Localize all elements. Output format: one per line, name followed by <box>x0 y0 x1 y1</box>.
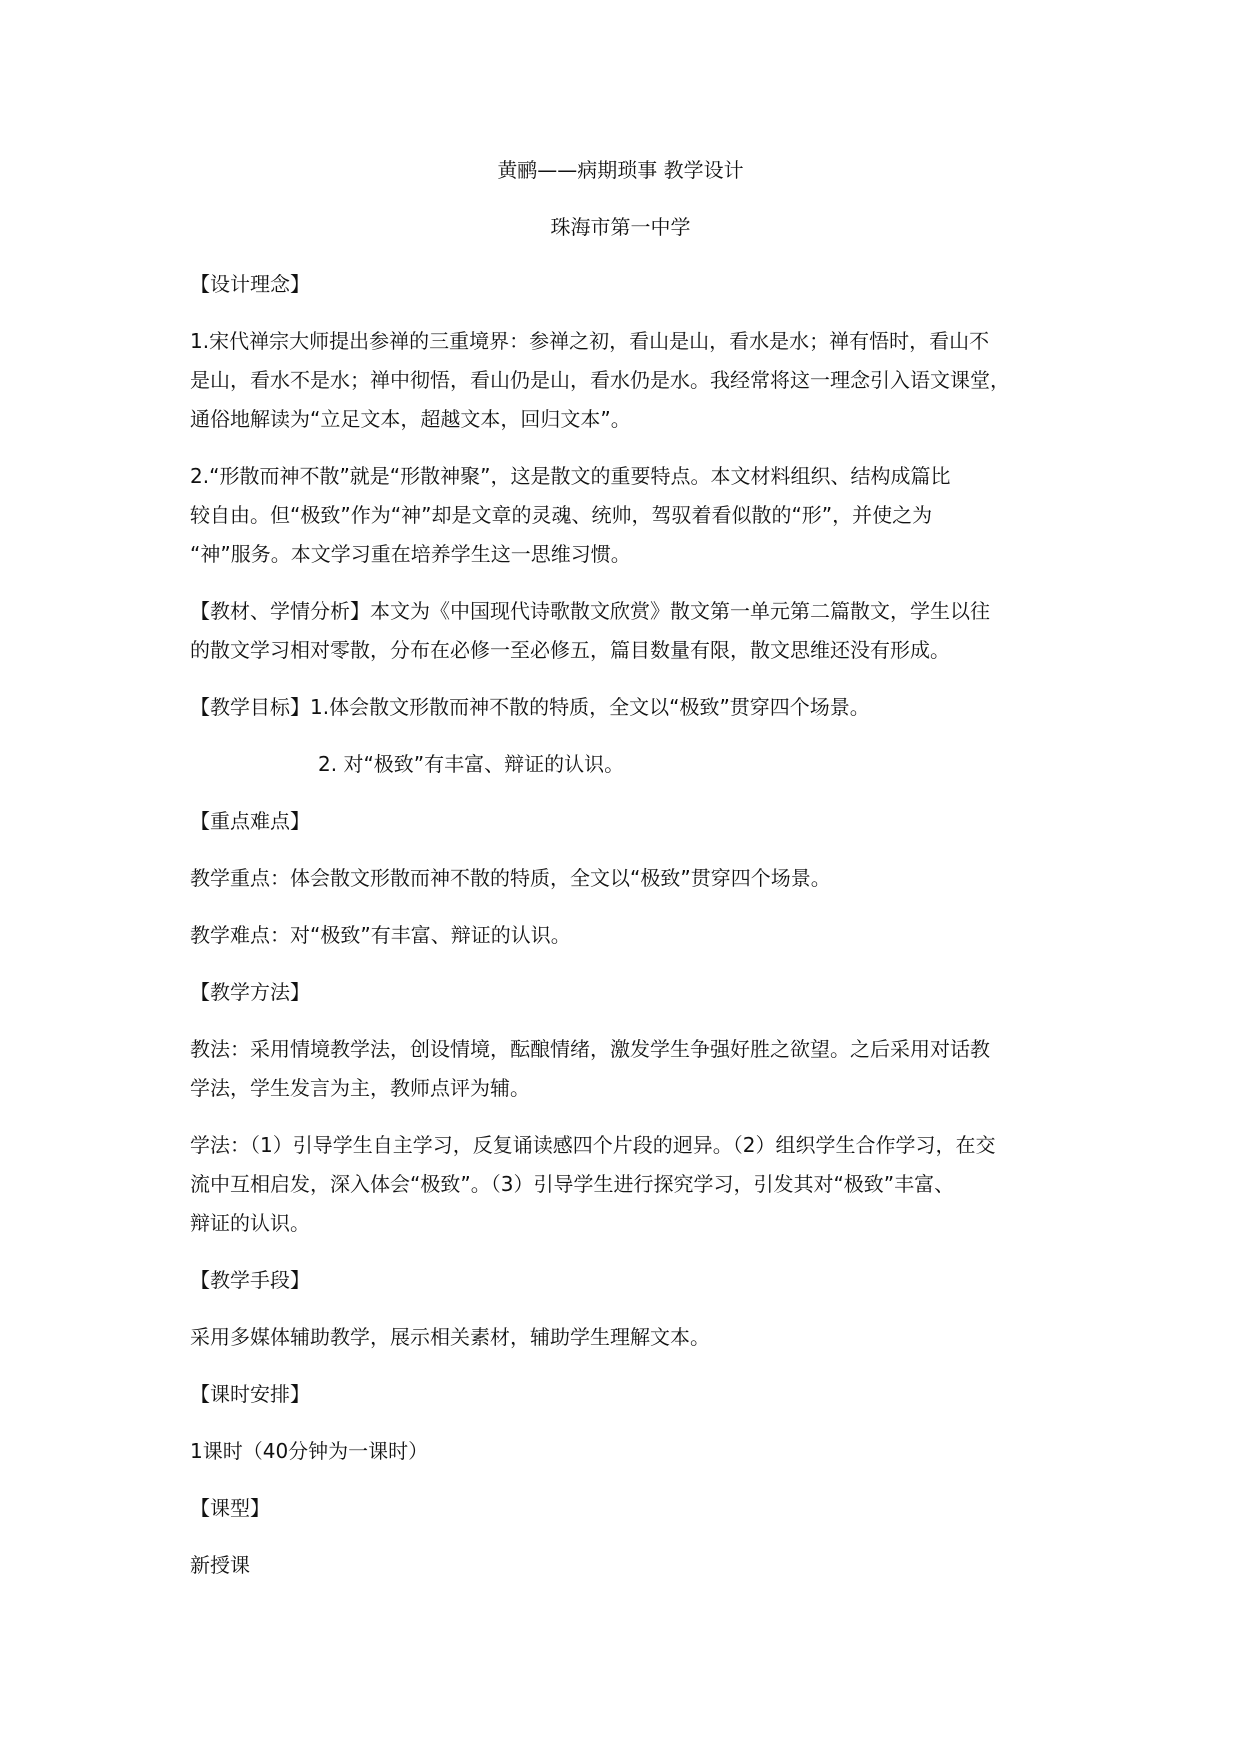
teach-method-line-2: 学法，学生发言为主，教师点评为辅。 <box>190 1076 530 1100</box>
concept-1-line-3: 通俗地解读为“立足文本，超越文本，回归文本”。 <box>190 407 631 431</box>
teach-method-line-1: 教法：采用情境教学法，创设情境，酝酿情绪，激发学生争强好胜之欲望。之后采用对话教 <box>190 1037 990 1061</box>
teaching-goal-1: 【教学目标】1.体会散文形散而神不散的特质，全文以“极致”贯穿四个场景。 <box>190 695 870 719</box>
concept-1-line-2: 是山，看水不是水；禅中彻悟，看山仍是山，看水仍是水。我经常将这一理念引入语文课堂， <box>190 368 1010 392</box>
learn-method-line-3: 辩证的认识。 <box>190 1211 310 1235</box>
schedule: 1课时（40分钟为一课时） <box>190 1439 429 1463</box>
concept-2-line-2: 较自由。但“极致”作为“神”却是文章的灵魂、统帅，驾驭着看似散的“形”，并使之为 <box>190 503 933 527</box>
analysis-line-1: 【教材、学情分析】本文为《中国现代诗歌散文欣赏》散文第一单元第二篇散文，学生以往 <box>190 599 990 623</box>
heading-teaching-method: 【教学方法】 <box>190 980 310 1004</box>
concept-2-line-1: 2.“形散而神不散”就是“形散神聚”，这是散文的重要特点。本文材料组织、结构成篇比 <box>190 464 951 488</box>
heading-design-concept: 【设计理念】 <box>190 272 310 296</box>
school-name: 珠海市第一中学 <box>550 215 691 239</box>
key-point: 教学重点：体会散文形散而神不散的特质，全文以“极致”贯穿四个场景。 <box>190 866 831 890</box>
teaching-goal-2: 2. 对“极致”有丰富、辩证的认识。 <box>318 752 625 776</box>
concept-1-line-1: 1.宋代禅宗大师提出参禅的三重境界：参禅之初，看山是山，看水是水；禅有悟时，看山不 <box>190 329 990 353</box>
learn-method-line-2: 流中互相启发，深入体会“极致”。（3）引导学生进行探究学习，引发其对“极致”丰富、 <box>190 1172 955 1196</box>
difficult-point: 教学难点：对“极致”有丰富、辩证的认识。 <box>190 923 571 947</box>
heading-key-points: 【重点难点】 <box>190 809 310 833</box>
document-title: 黄鹂——病期琐事 教学设计 <box>497 158 744 182</box>
concept-2-line-3: “神”服务。本文学习重在培养学生这一思维习惯。 <box>190 542 631 566</box>
heading-teaching-means: 【教学手段】 <box>190 1268 310 1292</box>
analysis-line-2: 的散文学习相对零散，分布在必修一至必修五，篇目数量有限，散文思维还没有形成。 <box>190 638 950 662</box>
learn-method-line-1: 学法：（1）引导学生自主学习，反复诵读感四个片段的迥异。（2）组织学生合作学习，在交 <box>190 1133 996 1157</box>
heading-lesson-type: 【课型】 <box>190 1496 270 1520</box>
heading-schedule: 【课时安排】 <box>190 1382 310 1406</box>
teaching-means: 采用多媒体辅助教学，展示相关素材，辅助学生理解文本。 <box>190 1325 710 1349</box>
lesson-type: 新授课 <box>190 1553 250 1577</box>
